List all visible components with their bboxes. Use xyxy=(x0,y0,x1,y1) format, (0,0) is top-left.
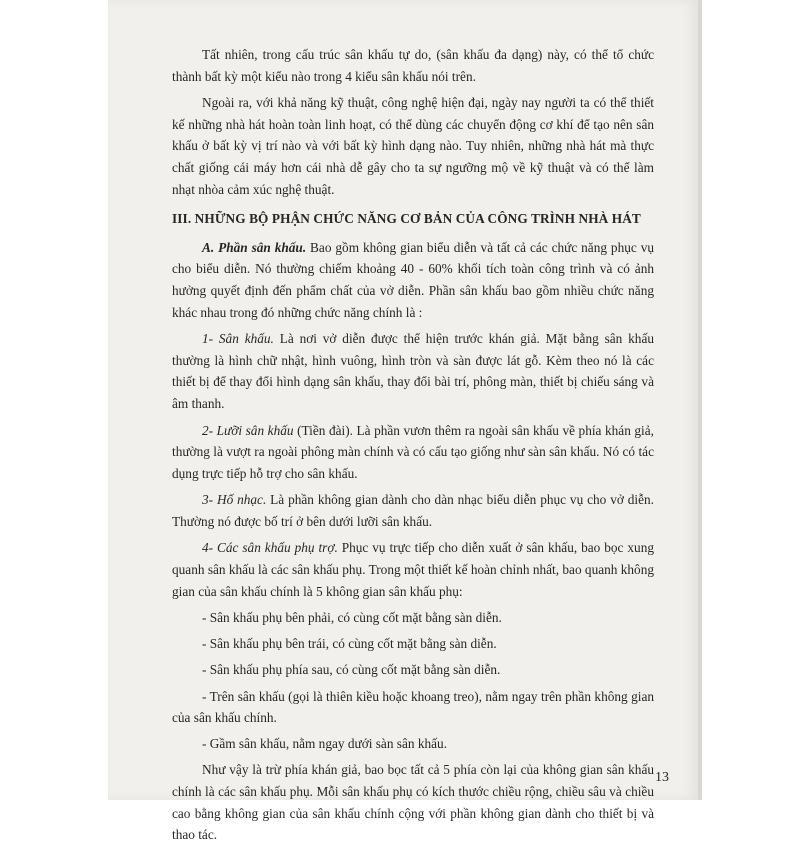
closing-paragraph: Như vậy là trừ phía khán giả, bao bọc tất cả 5 phía còn lại của không gian sân khấu chính là các sân khấu phụ. Mỗi sân khấu phụ có kích thước chiều rộng, chiều sâu và chiều cao bằng không gian của sân khấu chính cộng với phần không gian dành cho thiết bị và thao tác. xyxy=(172,762,654,843)
list-item: - Sân khấu phụ phía sau, có cùng cốt mặt bằng sàn diễn. xyxy=(202,662,501,678)
page-number: 13 xyxy=(655,770,669,785)
paragraph-intro: Tất nhiên, trong cấu trúc sân khấu tự do, (sân khấu đa dạng) này, có thể tổ chức thành bất kỳ một kiểu nào trong 4 kiểu sân khấu nói trên. xyxy=(172,47,654,84)
list-item: - Gầm sân khấu, nằm ngay dưới sàn sân khấu. xyxy=(202,736,448,752)
list-item: - Trên sân khấu (gọi là thiên kiều hoặc khoang treo), nằm ngay trên phần không gian của sân khấu chính. xyxy=(172,688,654,726)
page-content xyxy=(172,44,654,851)
item-term: 2- Lưỡi sân khấu xyxy=(202,422,294,438)
item-text: Là nơi vở diễn được thể hiện trước khán giả. Mặt bằng sân khấu thường là hình chữ nhật, hình vuông, hình tròn và sàn được lát gỗ. Kèm theo nó là các thiết bị để thay đổi hình dạng sân khấu, thay đổi bài trí, phông màn, thiết bị chiếu sáng và âm thanh. xyxy=(172,331,655,411)
item-auxiliary-stages xyxy=(172,537,654,602)
paragraph-modern-theatres: Ngoài ra, với khả năng kỹ thuật, công nghệ hiện đại, ngày nay người ta có thể thiết kế những nhà hát hoàn toàn linh hoạt, có thể dùng các chuyển động cơ khí để tạo nên sân khấu ở bất kỳ vị trí nào và với bất kỳ hình dạng nào. Tuy nhiên, những nhà hát mà thực chất giống cái máy hơn cái nhà dễ gây cho ta sự ngưỡng mộ về kỹ thuật và có thể làm nhạt nhòa cảm xúc nghệ thuật. xyxy=(172,95,654,197)
item-text: (Tiền đài). Là phần vươn thêm ra ngoài sân khấu về phía khán giả, thường là vượt ra ngoài phông màn chính và có cấu tạo giống như sàn sân khấu. Nó có tác dụng trực tiếp hỗ trợ cho sân khấu. xyxy=(172,422,654,481)
item-term: 4- Các sân khấu phụ trợ. xyxy=(202,540,338,556)
section-a-paragraph xyxy=(172,237,654,323)
item-text: Phục vụ trực tiếp cho diễn xuất ở sân khấu, bao bọc xung quanh sân khấu là các sân khấu phụ. Trong một thiết kế hoàn chỉnh nhất, bao quanh không gian của sân khấu chính là 5 không gian sân khấu phụ: xyxy=(172,540,654,599)
item-term: 1- Sân khấu. xyxy=(202,331,274,347)
item-stage xyxy=(172,328,654,414)
item-proscenium xyxy=(172,420,654,485)
list-item: - Sân khấu phụ bên phải, có cùng cốt mặt bằng sàn diễn. xyxy=(202,610,502,626)
section-a-text: Bao gồm không gian biểu diễn và tất cả các chức năng phục vụ cho biểu diễn. Nó thường chiếm khoảng 40 - 60% khối tích toàn công trình và có ảnh hưởng quyết định đến phẩm chất của vở diễn. Phần sân khấu bao gồm nhiều chức năng khác nhau trong đó những chức năng chính là : xyxy=(172,239,654,320)
list-item: - Sân khấu phụ bên trái, có cùng cốt mặt bằng sàn diễn. xyxy=(202,636,497,652)
page-edge xyxy=(698,0,702,800)
item-orchestra-pit xyxy=(172,489,654,532)
item-text: Là phần không gian dành cho dàn nhạc biểu diễn phục vụ cho vở diễn. Thường nó được bố trí ở bên dưới lưỡi sân khấu. xyxy=(172,492,654,529)
item-term: 3- Hố nhạc. xyxy=(202,492,267,508)
section-heading: III. NHỮNG BỘ PHẬN CHỨC NĂNG CƠ BẢN CỦA CÔNG TRÌNH NHÀ HÁT xyxy=(172,211,641,227)
section-a-label: A. Phần sân khấu. xyxy=(202,239,307,255)
